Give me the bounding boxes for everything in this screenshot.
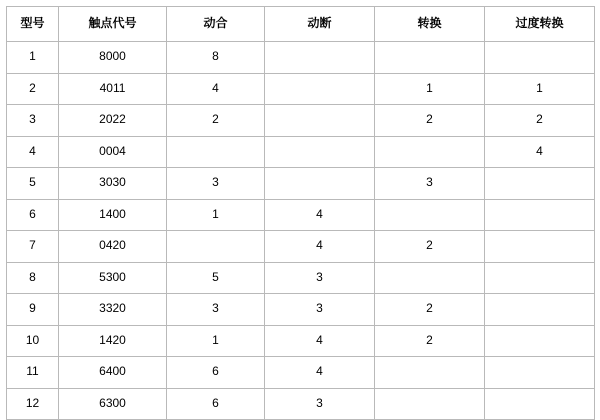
cell-changeover: 2 (375, 294, 485, 326)
cell-transitional-changeover (485, 42, 595, 74)
cell-contact-code: 4011 (59, 73, 167, 105)
cell-transitional-changeover: 2 (485, 105, 595, 137)
cell-normally-open: 4 (167, 73, 265, 105)
cell-changeover (375, 199, 485, 231)
cell-changeover: 1 (375, 73, 485, 105)
table-row (7, 168, 595, 200)
cell-normally-closed: 3 (265, 388, 375, 420)
cell-normally-closed (265, 73, 375, 105)
cell-contact-code: 1420 (59, 325, 167, 357)
cell-normally-closed (265, 42, 375, 74)
table-row (7, 231, 595, 263)
cell-contact-code: 0420 (59, 231, 167, 263)
column-header-normally-open: 动合 (167, 7, 265, 42)
cell-transitional-changeover (485, 199, 595, 231)
cell-normally-open: 2 (167, 105, 265, 137)
cell-normally-closed: 4 (265, 231, 375, 263)
cell-normally-closed: 4 (265, 325, 375, 357)
table-row (7, 325, 595, 357)
cell-normally-open (167, 231, 265, 263)
cell-normally-closed (265, 136, 375, 168)
cell-changeover (375, 136, 485, 168)
cell-normally-open: 6 (167, 357, 265, 389)
cell-changeover: 2 (375, 325, 485, 357)
table-row (7, 294, 595, 326)
cell-transitional-changeover (485, 262, 595, 294)
cell-transitional-changeover (485, 325, 595, 357)
cell-normally-closed (265, 168, 375, 200)
table-body (7, 42, 595, 420)
cell-model: 2 (7, 73, 59, 105)
cell-transitional-changeover: 1 (485, 73, 595, 105)
column-header-changeover: 转换 (375, 7, 485, 42)
cell-model: 7 (7, 231, 59, 263)
cell-model: 5 (7, 168, 59, 200)
cell-transitional-changeover: 4 (485, 136, 595, 168)
cell-changeover (375, 357, 485, 389)
contact-configuration-table (6, 6, 595, 420)
cell-transitional-changeover (485, 231, 595, 263)
table-header-row (7, 7, 595, 42)
cell-normally-open: 8 (167, 42, 265, 74)
cell-model: 1 (7, 42, 59, 74)
cell-changeover: 2 (375, 105, 485, 137)
cell-model: 8 (7, 262, 59, 294)
cell-contact-code: 1400 (59, 199, 167, 231)
cell-changeover: 2 (375, 231, 485, 263)
cell-changeover (375, 388, 485, 420)
table-row (7, 105, 595, 137)
column-header-transitional-changeover: 过度转换 (485, 7, 595, 42)
table-row (7, 199, 595, 231)
cell-model: 6 (7, 199, 59, 231)
cell-transitional-changeover (485, 294, 595, 326)
cell-normally-open: 5 (167, 262, 265, 294)
cell-normally-open: 1 (167, 325, 265, 357)
column-header-contact-code: 触点代号 (59, 7, 167, 42)
cell-normally-open: 3 (167, 168, 265, 200)
cell-transitional-changeover (485, 168, 595, 200)
cell-model: 3 (7, 105, 59, 137)
cell-normally-open: 3 (167, 294, 265, 326)
cell-changeover (375, 42, 485, 74)
cell-changeover (375, 262, 485, 294)
cell-contact-code: 3320 (59, 294, 167, 326)
cell-model: 4 (7, 136, 59, 168)
cell-model: 11 (7, 357, 59, 389)
table-row (7, 357, 595, 389)
cell-contact-code: 3030 (59, 168, 167, 200)
cell-contact-code: 6300 (59, 388, 167, 420)
table-header (7, 7, 595, 42)
cell-contact-code: 2022 (59, 105, 167, 137)
table-row (7, 73, 595, 105)
cell-model: 12 (7, 388, 59, 420)
table-row (7, 262, 595, 294)
cell-normally-closed: 4 (265, 357, 375, 389)
table-row (7, 136, 595, 168)
column-header-normally-closed: 动断 (265, 7, 375, 42)
cell-contact-code: 5300 (59, 262, 167, 294)
cell-normally-open (167, 136, 265, 168)
cell-normally-closed: 3 (265, 262, 375, 294)
cell-transitional-changeover (485, 357, 595, 389)
cell-normally-open: 1 (167, 199, 265, 231)
cell-contact-code: 6400 (59, 357, 167, 389)
cell-normally-closed (265, 105, 375, 137)
cell-transitional-changeover (485, 388, 595, 420)
column-header-model: 型号 (7, 7, 59, 42)
cell-normally-open: 6 (167, 388, 265, 420)
cell-normally-closed: 4 (265, 199, 375, 231)
cell-normally-closed: 3 (265, 294, 375, 326)
cell-model: 9 (7, 294, 59, 326)
cell-changeover: 3 (375, 168, 485, 200)
cell-contact-code: 0004 (59, 136, 167, 168)
table-row (7, 388, 595, 420)
table-row (7, 42, 595, 74)
cell-contact-code: 8000 (59, 42, 167, 74)
cell-model: 10 (7, 325, 59, 357)
